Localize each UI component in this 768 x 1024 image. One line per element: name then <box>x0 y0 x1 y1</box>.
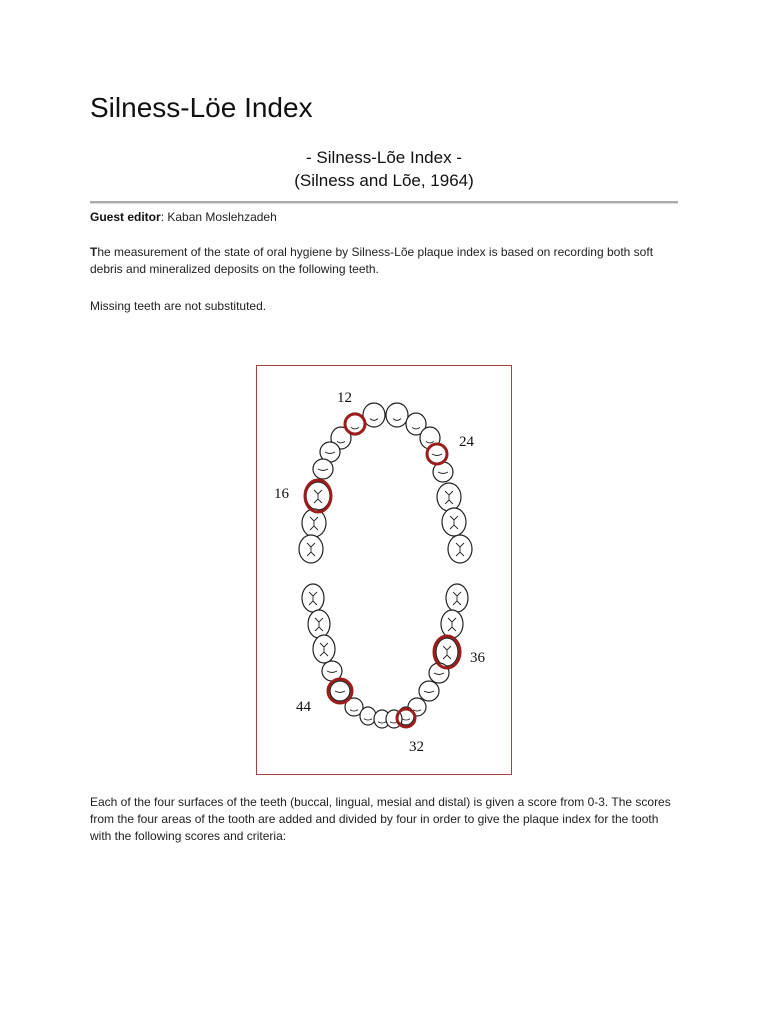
page-title: Silness-Löe Index <box>90 92 313 123</box>
missing-teeth-note: Missing teeth are not substituted. <box>90 299 267 313</box>
label-tooth-16: 16 <box>274 486 289 502</box>
scoring-paragraph: Each of the four surfaces of the teeth (buccal, lingual, mesial and distal) is given a score from 0-3. The scores from the four areas of the tooth are added and divided by four in order to give the plaque index for the tooth with the following scores and criteria: <box>90 795 671 843</box>
horizontal-divider <box>90 201 678 204</box>
label-tooth-36: 36 <box>470 650 485 666</box>
tooth-outline <box>313 459 333 479</box>
tooth-outline <box>330 681 350 701</box>
dental-chart-figure <box>256 365 512 775</box>
label-tooth-12: 12 <box>337 390 352 406</box>
guest-editor-name: Kaban Moslehzadeh <box>167 210 277 224</box>
label-tooth-44: 44 <box>296 699 311 715</box>
guest-editor-line <box>90 209 680 226</box>
label-tooth-24: 24 <box>459 434 474 450</box>
guest-editor-separator: : <box>160 210 168 224</box>
guest-editor-label: Guest editor <box>90 210 161 224</box>
intro-lead-letter: T <box>90 245 98 259</box>
dental-chart-svg <box>257 366 513 776</box>
label-tooth-32: 32 <box>409 739 424 755</box>
intro-paragraph <box>90 244 680 278</box>
tooth-outline <box>419 681 439 701</box>
intro-text: he measurement of the state of oral hygiene by Silness-Lõe plaque index is based on recording both soft debris and mineralized deposits on the following teeth. <box>90 245 654 276</box>
citation-subtitle: (Silness and Lõe, 1964) <box>294 171 474 190</box>
tooth-outline <box>360 707 376 725</box>
tooth-outline <box>386 403 408 427</box>
index-subtitle: - Silness-Lõe Index - <box>306 148 462 167</box>
